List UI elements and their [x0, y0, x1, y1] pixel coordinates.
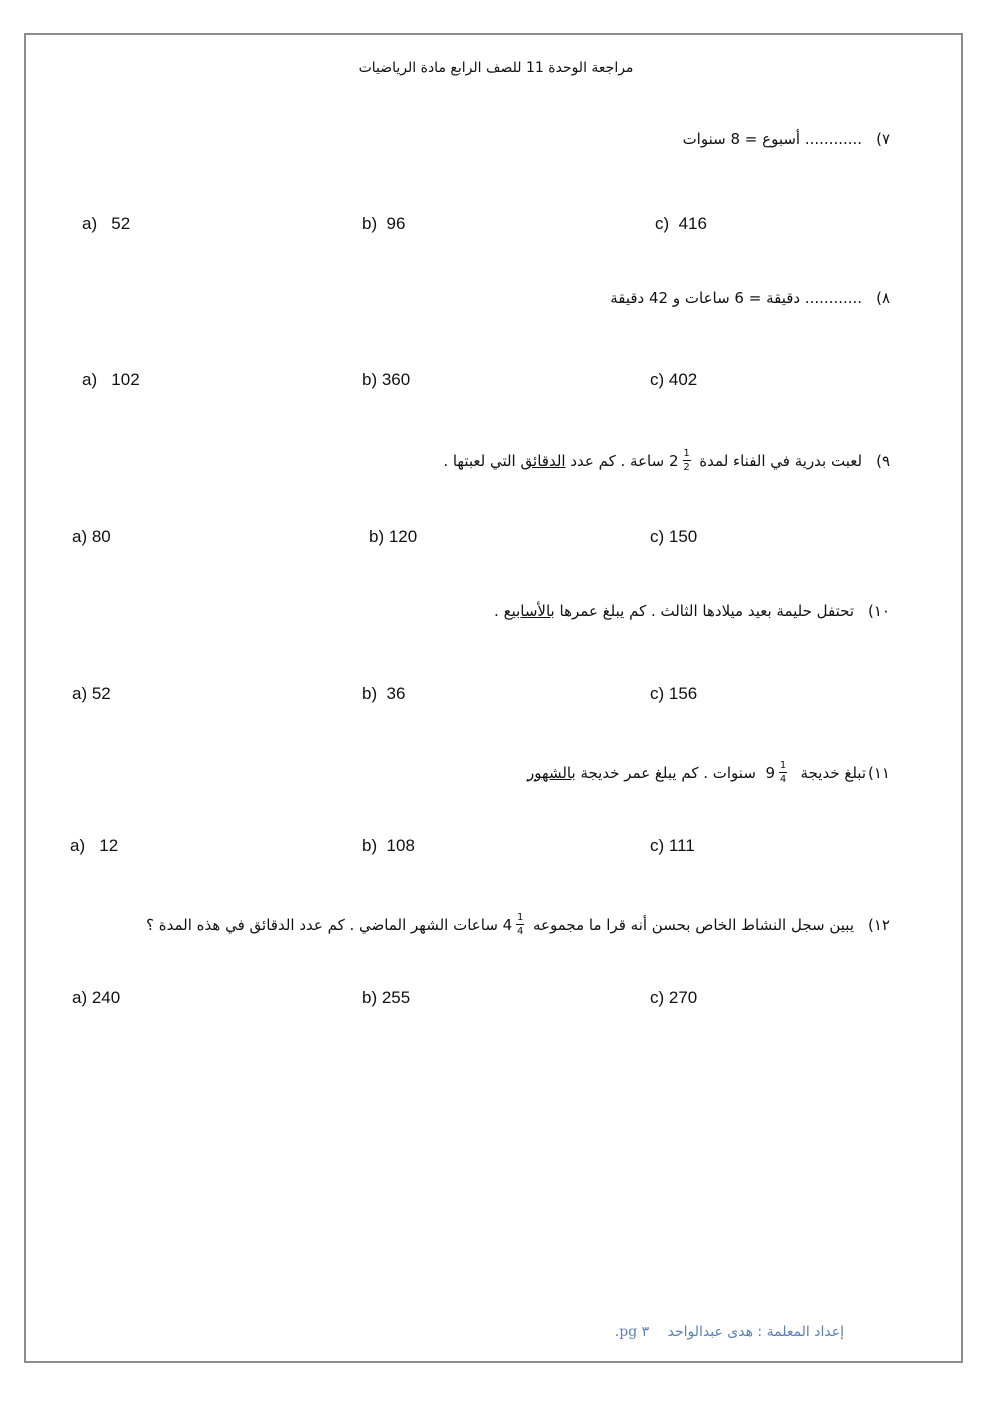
- question-text-start: يبين سجل النشاط الخاص بحسن أنه قرا ما مجموعه: [533, 915, 855, 934]
- mixed-number: [765, 760, 791, 785]
- mixed-number: [669, 448, 695, 473]
- question-9: [443, 448, 890, 473]
- question-number: ٨): [876, 289, 890, 307]
- question-number: ١٠): [868, 602, 890, 620]
- fraction-numerator: 1: [779, 760, 787, 771]
- mixed-number: [503, 912, 529, 937]
- fraction: [516, 912, 524, 937]
- underlined-word: بالشهور: [527, 763, 576, 782]
- fraction-denominator: 4: [517, 926, 524, 937]
- option-a[interactable]: a) 52: [82, 214, 131, 233]
- question-text-start: تحتفل حليمة بعيد ميلادها الثالث . كم يبلغ عمرها: [559, 602, 855, 620]
- question-8: [610, 289, 890, 307]
- option-c[interactable]: c) 402: [650, 370, 698, 389]
- option-c[interactable]: c) 156: [650, 684, 698, 703]
- page-border: [24, 33, 963, 1363]
- fraction-numerator: 1: [683, 448, 690, 459]
- fraction: [779, 760, 787, 785]
- question-text-end: .: [494, 602, 499, 620]
- question-10: [494, 602, 890, 620]
- question-text-start: تبلغ خديجة: [800, 763, 867, 782]
- question-text-end: التي لعبتها .: [443, 451, 516, 470]
- question-text-mid: ساعة . كم عدد: [570, 451, 665, 470]
- author-credit: إعداد المعلمة : هدى عبدالواحد: [667, 1324, 844, 1340]
- fraction-denominator: 4: [779, 774, 787, 785]
- underlined-word: الدقائق: [520, 451, 566, 470]
- question-text-mid: سنوات . كم يبلغ عمر خديجة: [580, 763, 756, 782]
- option-a[interactable]: a) 240: [72, 988, 121, 1007]
- question-text-mid: ساعات الشهر الماضي . كم عدد الدقائق في هذه المدة ؟: [146, 915, 498, 934]
- page-number: ٣ pg.: [614, 1324, 650, 1340]
- option-a[interactable]: a) 102: [82, 370, 140, 389]
- option-b[interactable]: b) 96: [362, 214, 406, 233]
- underlined-word: بالأسابيع: [503, 602, 555, 620]
- whole-part: 2: [668, 451, 679, 470]
- option-a[interactable]: a) 12: [70, 836, 119, 855]
- question-number: ١٢): [868, 915, 890, 934]
- whole-part: 4: [502, 915, 513, 934]
- option-b[interactable]: b) 120: [369, 527, 418, 546]
- question-text-start: لعبت بدرية في الفناء لمدة: [699, 451, 863, 470]
- fraction-bar: [683, 460, 691, 461]
- option-b[interactable]: b) 255: [362, 988, 411, 1007]
- option-a[interactable]: a) 80: [72, 527, 111, 546]
- option-c[interactable]: c) 270: [650, 988, 698, 1007]
- option-c[interactable]: c) 111: [650, 836, 695, 855]
- question-number: ٩): [876, 451, 890, 470]
- option-a[interactable]: a) 52: [72, 684, 111, 703]
- option-c[interactable]: c) 150: [650, 527, 698, 546]
- option-b[interactable]: b) 108: [362, 836, 415, 855]
- option-c[interactable]: c) 416: [655, 214, 707, 233]
- fraction: [683, 448, 691, 473]
- option-b[interactable]: b) 36: [362, 684, 406, 703]
- question-7: [683, 130, 890, 148]
- page-title: مراجعة الوحدة 11 للصف الرابع مادة الرياضيات: [358, 60, 634, 76]
- question-number: ٧): [876, 130, 890, 148]
- question-text: ............ دقيقة = 6 ساعات و 42 دقيقة: [610, 289, 863, 307]
- question-number: ١١): [868, 763, 890, 782]
- question-12: [146, 912, 890, 937]
- fraction-bar: [779, 772, 787, 773]
- fraction-bar: [516, 924, 524, 925]
- question-text: ............ أسبوع = 8 سنوات: [682, 130, 863, 148]
- fraction-numerator: 1: [517, 912, 524, 923]
- question-11: [527, 760, 890, 785]
- option-b[interactable]: b) 360: [362, 370, 411, 389]
- footer: [615, 1324, 844, 1340]
- whole-part: 9: [765, 763, 775, 782]
- fraction-denominator: 2: [683, 462, 690, 473]
